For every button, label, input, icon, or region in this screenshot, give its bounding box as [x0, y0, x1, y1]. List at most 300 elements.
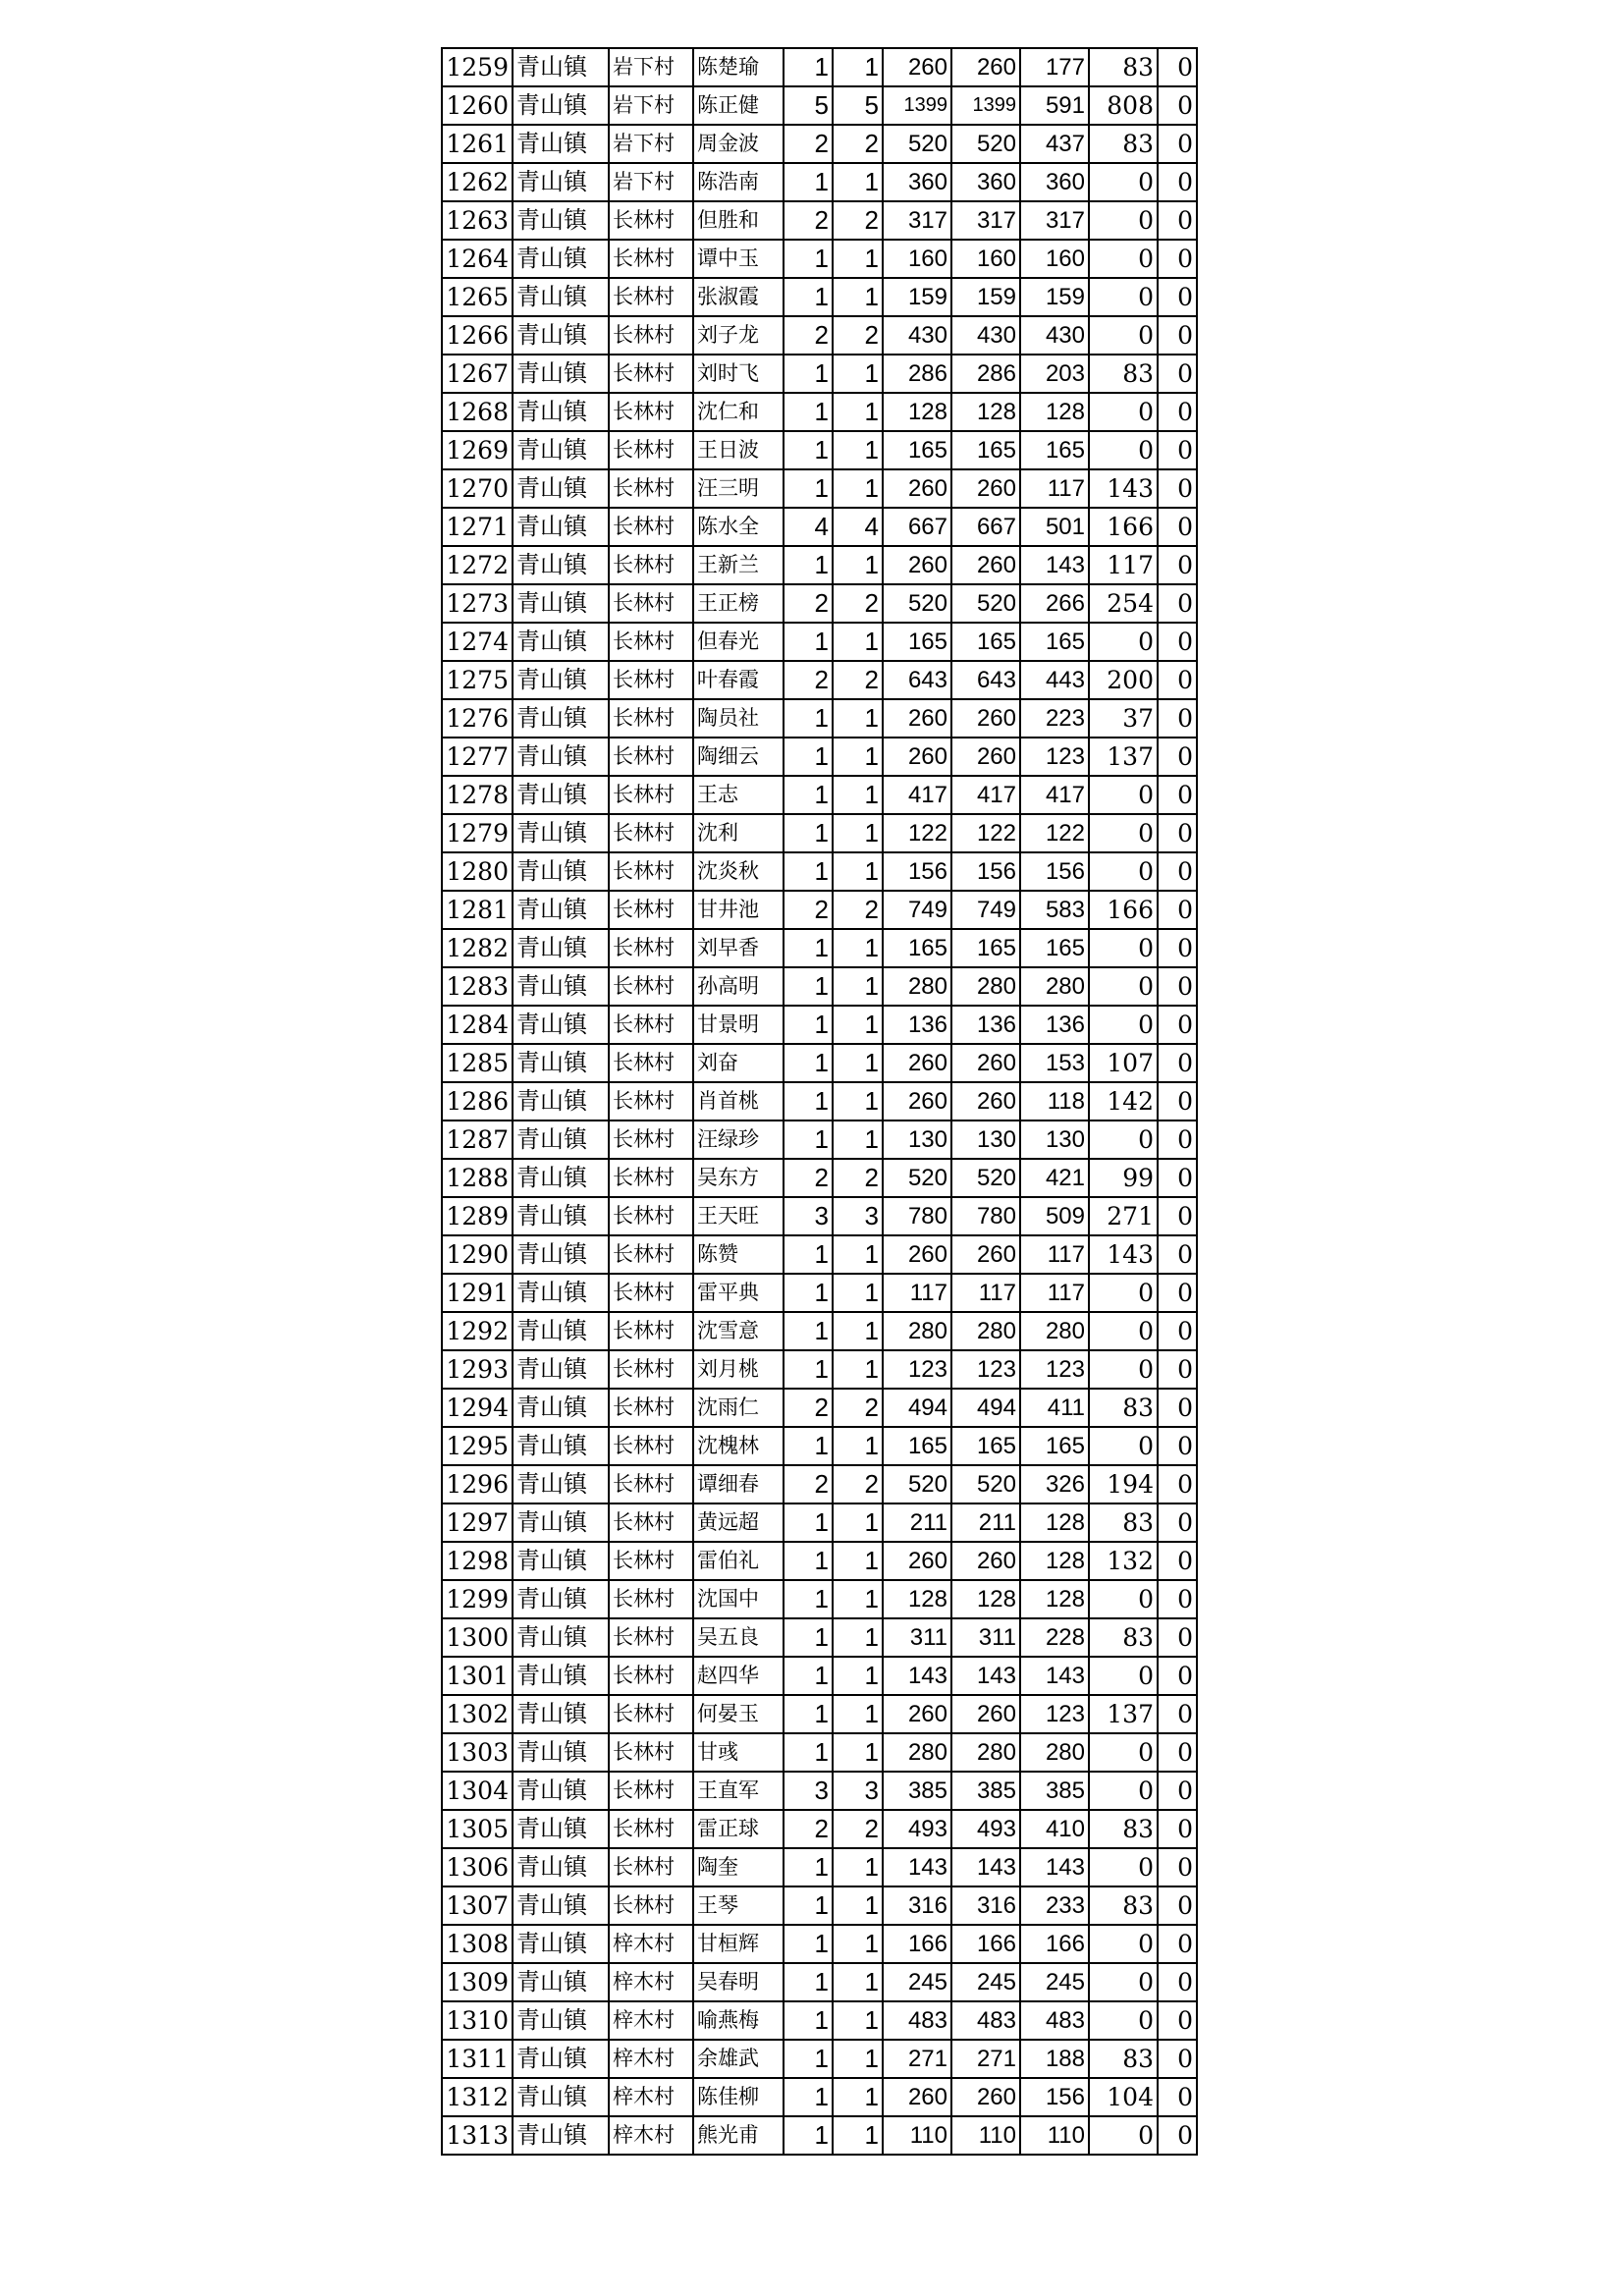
row-number-cell: 1290: [442, 1235, 513, 1274]
count-b-cell: 2: [833, 1810, 883, 1848]
count-a-cell: 2: [784, 1465, 833, 1503]
town-cell: 青山镇: [513, 316, 609, 355]
table-row: [442, 891, 1197, 929]
value-4-cell: 143: [1089, 1235, 1158, 1274]
value-2-cell: 165: [951, 431, 1020, 469]
person-name-cell: 甘景明: [693, 1006, 784, 1044]
value-4-cell: 0: [1089, 1657, 1158, 1695]
person-name-cell: 王新兰: [693, 546, 784, 584]
village-cell: 长林村: [609, 469, 693, 508]
value-3-cell: 128: [1020, 1580, 1089, 1618]
value-1-cell: 311: [883, 1618, 951, 1657]
table-row: [442, 1618, 1197, 1657]
count-b-cell: 3: [833, 1197, 883, 1235]
town-cell: 青山镇: [513, 1695, 609, 1733]
value-1-cell: 260: [883, 1235, 951, 1274]
value-5-cell: 0: [1158, 776, 1197, 814]
value-3-cell: 117: [1020, 469, 1089, 508]
town-cell: 青山镇: [513, 967, 609, 1006]
value-4-cell: 0: [1089, 776, 1158, 814]
town-cell: 青山镇: [513, 431, 609, 469]
count-b-cell: 1: [833, 1121, 883, 1159]
value-4-cell: 104: [1089, 2078, 1158, 2116]
value-2-cell: 165: [951, 929, 1020, 967]
value-4-cell: 194: [1089, 1465, 1158, 1503]
person-name-cell: 王天旺: [693, 1197, 784, 1235]
person-name-cell: 王琴: [693, 1886, 784, 1925]
count-a-cell: 2: [784, 1389, 833, 1427]
value-3-cell: 123: [1020, 1695, 1089, 1733]
value-1-cell: 260: [883, 1542, 951, 1580]
value-3-cell: 437: [1020, 125, 1089, 163]
count-a-cell: 1: [784, 852, 833, 891]
value-5-cell: 0: [1158, 1006, 1197, 1044]
value-5-cell: 0: [1158, 661, 1197, 699]
value-2-cell: 166: [951, 1925, 1020, 1963]
value-3-cell: 223: [1020, 699, 1089, 738]
count-a-cell: 1: [784, 469, 833, 508]
person-name-cell: 甘彧: [693, 1733, 784, 1772]
value-2-cell: 493: [951, 1810, 1020, 1848]
value-2-cell: 260: [951, 1695, 1020, 1733]
value-3-cell: 123: [1020, 1350, 1089, 1389]
table-row: [442, 1274, 1197, 1312]
person-name-cell: 喻燕梅: [693, 2001, 784, 2040]
value-5-cell: 0: [1158, 1848, 1197, 1886]
value-1-cell: 128: [883, 393, 951, 431]
town-cell: 青山镇: [513, 852, 609, 891]
value-5-cell: 0: [1158, 699, 1197, 738]
count-a-cell: 1: [784, 738, 833, 776]
value-1-cell: 493: [883, 1810, 951, 1848]
village-cell: 长林村: [609, 814, 693, 852]
value-5-cell: 0: [1158, 2001, 1197, 2040]
value-4-cell: 0: [1089, 967, 1158, 1006]
person-name-cell: 刘子龙: [693, 316, 784, 355]
value-1-cell: 749: [883, 891, 951, 929]
value-1-cell: 494: [883, 1389, 951, 1427]
value-4-cell: 83: [1089, 1618, 1158, 1657]
row-number-cell: 1267: [442, 355, 513, 393]
table-row: [442, 852, 1197, 891]
town-cell: 青山镇: [513, 776, 609, 814]
value-5-cell: 0: [1158, 738, 1197, 776]
row-number-cell: 1288: [442, 1159, 513, 1197]
value-2-cell: 417: [951, 776, 1020, 814]
table-row: [442, 1159, 1197, 1197]
value-5-cell: 0: [1158, 1389, 1197, 1427]
table-row: [442, 1350, 1197, 1389]
count-b-cell: 2: [833, 1465, 883, 1503]
value-5-cell: 0: [1158, 1503, 1197, 1542]
count-b-cell: 1: [833, 1733, 883, 1772]
row-number-cell: 1304: [442, 1772, 513, 1810]
value-3-cell: 233: [1020, 1886, 1089, 1925]
person-name-cell: 周金波: [693, 125, 784, 163]
value-5-cell: 0: [1158, 1197, 1197, 1235]
row-number-cell: 1269: [442, 431, 513, 469]
table-row: [442, 278, 1197, 316]
town-cell: 青山镇: [513, 1274, 609, 1312]
value-2-cell: 260: [951, 546, 1020, 584]
person-name-cell: 但胜和: [693, 201, 784, 240]
value-3-cell: 245: [1020, 1963, 1089, 2001]
village-cell: 长林村: [609, 1542, 693, 1580]
row-number-cell: 1302: [442, 1695, 513, 1733]
value-4-cell: 137: [1089, 738, 1158, 776]
town-cell: 青山镇: [513, 86, 609, 125]
value-1-cell: 520: [883, 1465, 951, 1503]
count-a-cell: 2: [784, 661, 833, 699]
table-row: [442, 86, 1197, 125]
value-4-cell: 0: [1089, 2001, 1158, 2040]
value-1-cell: 260: [883, 1695, 951, 1733]
count-a-cell: 1: [784, 1082, 833, 1121]
value-3-cell: 165: [1020, 1427, 1089, 1465]
value-1-cell: 159: [883, 278, 951, 316]
person-name-cell: 沈利: [693, 814, 784, 852]
count-a-cell: 1: [784, 2078, 833, 2116]
village-cell: 长林村: [609, 1235, 693, 1274]
town-cell: 青山镇: [513, 469, 609, 508]
value-1-cell: 483: [883, 2001, 951, 2040]
table-row: [442, 1235, 1197, 1274]
value-2-cell: 143: [951, 1848, 1020, 1886]
table-row: [442, 393, 1197, 431]
row-number-cell: 1272: [442, 546, 513, 584]
value-4-cell: 0: [1089, 1312, 1158, 1350]
row-number-cell: 1263: [442, 201, 513, 240]
count-a-cell: 2: [784, 1810, 833, 1848]
village-cell: 长林村: [609, 584, 693, 623]
value-2-cell: 483: [951, 2001, 1020, 2040]
value-2-cell: 520: [951, 1465, 1020, 1503]
town-cell: 青山镇: [513, 1542, 609, 1580]
value-5-cell: 0: [1158, 814, 1197, 852]
village-cell: 长林村: [609, 1772, 693, 1810]
count-a-cell: 1: [784, 1580, 833, 1618]
village-cell: 长林村: [609, 1159, 693, 1197]
value-3-cell: 156: [1020, 852, 1089, 891]
value-2-cell: 128: [951, 393, 1020, 431]
row-number-cell: 1279: [442, 814, 513, 852]
person-name-cell: 张淑霞: [693, 278, 784, 316]
table-row: [442, 814, 1197, 852]
value-1-cell: 110: [883, 2116, 951, 2155]
count-b-cell: 1: [833, 431, 883, 469]
value-3-cell: 128: [1020, 393, 1089, 431]
value-4-cell: 0: [1089, 1274, 1158, 1312]
town-cell: 青山镇: [513, 508, 609, 546]
value-4-cell: 143: [1089, 469, 1158, 508]
row-number-cell: 1303: [442, 1733, 513, 1772]
count-b-cell: 1: [833, 1006, 883, 1044]
count-a-cell: 1: [784, 240, 833, 278]
value-2-cell: 159: [951, 278, 1020, 316]
value-3-cell: 411: [1020, 1389, 1089, 1427]
row-number-cell: 1299: [442, 1580, 513, 1618]
town-cell: 青山镇: [513, 1197, 609, 1235]
person-name-cell: 沈仁和: [693, 393, 784, 431]
village-cell: 长林村: [609, 1312, 693, 1350]
value-1-cell: 430: [883, 316, 951, 355]
row-number-cell: 1296: [442, 1465, 513, 1503]
person-name-cell: 陶奎: [693, 1848, 784, 1886]
town-cell: 青山镇: [513, 1006, 609, 1044]
value-1-cell: 117: [883, 1274, 951, 1312]
person-name-cell: 沈雨仁: [693, 1389, 784, 1427]
count-a-cell: 1: [784, 1695, 833, 1733]
table-row: [442, 1197, 1197, 1235]
person-name-cell: 吴春明: [693, 1963, 784, 2001]
table-row: [442, 316, 1197, 355]
value-5-cell: 0: [1158, 2078, 1197, 2116]
count-b-cell: 1: [833, 1618, 883, 1657]
value-3-cell: 117: [1020, 1274, 1089, 1312]
village-cell: 长林村: [609, 699, 693, 738]
count-b-cell: 1: [833, 1848, 883, 1886]
row-number-cell: 1261: [442, 125, 513, 163]
value-2-cell: 520: [951, 584, 1020, 623]
table-row: [442, 201, 1197, 240]
count-b-cell: 2: [833, 125, 883, 163]
value-4-cell: 107: [1089, 1044, 1158, 1082]
value-4-cell: 271: [1089, 1197, 1158, 1235]
count-a-cell: 1: [784, 1274, 833, 1312]
value-4-cell: 0: [1089, 201, 1158, 240]
value-3-cell: 430: [1020, 316, 1089, 355]
value-5-cell: 0: [1158, 1963, 1197, 2001]
value-4-cell: 0: [1089, 316, 1158, 355]
value-4-cell: 83: [1089, 1886, 1158, 1925]
town-cell: 青山镇: [513, 1427, 609, 1465]
person-name-cell: 王正榜: [693, 584, 784, 623]
value-3-cell: 156: [1020, 2078, 1089, 2116]
table-row: [442, 1082, 1197, 1121]
town-cell: 青山镇: [513, 240, 609, 278]
value-3-cell: 165: [1020, 431, 1089, 469]
count-a-cell: 1: [784, 1006, 833, 1044]
row-number-cell: 1295: [442, 1427, 513, 1465]
table-row: [442, 2001, 1197, 2040]
village-cell: 梓木村: [609, 2001, 693, 2040]
value-1-cell: 316: [883, 1886, 951, 1925]
value-5-cell: 0: [1158, 1810, 1197, 1848]
value-5-cell: 0: [1158, 584, 1197, 623]
value-3-cell: 130: [1020, 1121, 1089, 1159]
value-1-cell: 360: [883, 163, 951, 201]
value-5-cell: 0: [1158, 1121, 1197, 1159]
value-1-cell: 280: [883, 967, 951, 1006]
person-name-cell: 吴东方: [693, 1159, 784, 1197]
value-1-cell: 385: [883, 1772, 951, 1810]
value-4-cell: 0: [1089, 1121, 1158, 1159]
value-1-cell: 260: [883, 546, 951, 584]
value-3-cell: 203: [1020, 355, 1089, 393]
table-row: [442, 48, 1197, 86]
count-a-cell: 1: [784, 1657, 833, 1695]
value-5-cell: 0: [1158, 355, 1197, 393]
person-name-cell: 刘奋: [693, 1044, 784, 1082]
value-2-cell: 128: [951, 1580, 1020, 1618]
value-3-cell: 317: [1020, 201, 1089, 240]
count-a-cell: 1: [784, 1427, 833, 1465]
row-number-cell: 1301: [442, 1657, 513, 1695]
table-row: [442, 1733, 1197, 1772]
table-row: [442, 1963, 1197, 2001]
value-5-cell: 0: [1158, 623, 1197, 661]
village-cell: 长林村: [609, 355, 693, 393]
value-1-cell: 643: [883, 661, 951, 699]
value-4-cell: 0: [1089, 1848, 1158, 1886]
row-number-cell: 1281: [442, 891, 513, 929]
value-5-cell: 0: [1158, 967, 1197, 1006]
table-row: [442, 776, 1197, 814]
value-4-cell: 0: [1089, 1427, 1158, 1465]
village-cell: 长林村: [609, 1044, 693, 1082]
value-5-cell: 0: [1158, 852, 1197, 891]
row-number-cell: 1286: [442, 1082, 513, 1121]
value-2-cell: 260: [951, 1044, 1020, 1082]
value-2-cell: 136: [951, 1006, 1020, 1044]
value-4-cell: 99: [1089, 1159, 1158, 1197]
row-number-cell: 1283: [442, 967, 513, 1006]
value-2-cell: 749: [951, 891, 1020, 929]
table-row: [442, 1772, 1197, 1810]
village-cell: 长林村: [609, 1197, 693, 1235]
town-cell: 青山镇: [513, 278, 609, 316]
row-number-cell: 1291: [442, 1274, 513, 1312]
value-4-cell: 0: [1089, 1963, 1158, 2001]
village-cell: 岩下村: [609, 86, 693, 125]
town-cell: 青山镇: [513, 201, 609, 240]
table-row: [442, 699, 1197, 738]
value-1-cell: 260: [883, 1044, 951, 1082]
town-cell: 青山镇: [513, 1044, 609, 1082]
value-2-cell: 260: [951, 48, 1020, 86]
count-b-cell: 1: [833, 1503, 883, 1542]
value-4-cell: 166: [1089, 508, 1158, 546]
town-cell: 青山镇: [513, 2116, 609, 2155]
village-cell: 梓木村: [609, 1963, 693, 2001]
records-table-body: [442, 48, 1197, 2155]
person-name-cell: 刘时飞: [693, 355, 784, 393]
town-cell: 青山镇: [513, 1235, 609, 1274]
count-a-cell: 1: [784, 1121, 833, 1159]
count-b-cell: 1: [833, 546, 883, 584]
count-b-cell: 1: [833, 967, 883, 1006]
value-4-cell: 0: [1089, 852, 1158, 891]
row-number-cell: 1300: [442, 1618, 513, 1657]
value-1-cell: 520: [883, 125, 951, 163]
value-5-cell: 0: [1158, 1925, 1197, 1963]
village-cell: 长林村: [609, 1886, 693, 1925]
value-5-cell: 0: [1158, 48, 1197, 86]
row-number-cell: 1265: [442, 278, 513, 316]
value-2-cell: 280: [951, 1733, 1020, 1772]
count-a-cell: 1: [784, 1886, 833, 1925]
person-name-cell: 何晏玉: [693, 1695, 784, 1733]
value-1-cell: 165: [883, 929, 951, 967]
value-4-cell: 0: [1089, 278, 1158, 316]
value-2-cell: 1399: [951, 86, 1020, 125]
row-number-cell: 1310: [442, 2001, 513, 2040]
count-a-cell: 2: [784, 1159, 833, 1197]
person-name-cell: 沈槐林: [693, 1427, 784, 1465]
value-2-cell: 780: [951, 1197, 1020, 1235]
row-number-cell: 1260: [442, 86, 513, 125]
value-5-cell: 0: [1158, 546, 1197, 584]
value-5-cell: 0: [1158, 469, 1197, 508]
value-5-cell: 0: [1158, 929, 1197, 967]
count-b-cell: 1: [833, 1695, 883, 1733]
count-a-cell: 1: [784, 431, 833, 469]
count-a-cell: 1: [784, 1963, 833, 2001]
count-b-cell: 5: [833, 86, 883, 125]
value-4-cell: 83: [1089, 2040, 1158, 2078]
value-2-cell: 494: [951, 1389, 1020, 1427]
count-b-cell: 1: [833, 163, 883, 201]
village-cell: 岩下村: [609, 48, 693, 86]
value-2-cell: 122: [951, 814, 1020, 852]
table-row: [442, 2078, 1197, 2116]
town-cell: 青山镇: [513, 48, 609, 86]
count-a-cell: 1: [784, 1350, 833, 1389]
value-5-cell: 0: [1158, 278, 1197, 316]
value-4-cell: 0: [1089, 431, 1158, 469]
value-4-cell: 117: [1089, 546, 1158, 584]
person-name-cell: 甘井池: [693, 891, 784, 929]
table-row: [442, 1886, 1197, 1925]
value-4-cell: 83: [1089, 1503, 1158, 1542]
town-cell: 青山镇: [513, 1159, 609, 1197]
count-a-cell: 1: [784, 1848, 833, 1886]
value-3-cell: 118: [1020, 1082, 1089, 1121]
person-name-cell: 陈佳柳: [693, 2078, 784, 2116]
value-2-cell: 286: [951, 355, 1020, 393]
value-2-cell: 430: [951, 316, 1020, 355]
table-row: [442, 469, 1197, 508]
value-4-cell: 0: [1089, 240, 1158, 278]
value-5-cell: 0: [1158, 316, 1197, 355]
table-row: [442, 355, 1197, 393]
count-b-cell: 1: [833, 623, 883, 661]
value-5-cell: 0: [1158, 1082, 1197, 1121]
person-name-cell: 王志: [693, 776, 784, 814]
value-2-cell: 643: [951, 661, 1020, 699]
count-a-cell: 1: [784, 546, 833, 584]
value-5-cell: 0: [1158, 1733, 1197, 1772]
table-row: [442, 738, 1197, 776]
person-name-cell: 刘月桃: [693, 1350, 784, 1389]
town-cell: 青山镇: [513, 125, 609, 163]
value-1-cell: 286: [883, 355, 951, 393]
count-a-cell: 4: [784, 508, 833, 546]
value-5-cell: 0: [1158, 1886, 1197, 1925]
value-1-cell: 260: [883, 2078, 951, 2116]
value-1-cell: 128: [883, 1580, 951, 1618]
value-3-cell: 583: [1020, 891, 1089, 929]
town-cell: 青山镇: [513, 623, 609, 661]
table-row: [442, 1503, 1197, 1542]
value-3-cell: 159: [1020, 278, 1089, 316]
person-name-cell: 熊光甫: [693, 2116, 784, 2155]
value-3-cell: 122: [1020, 814, 1089, 852]
town-cell: 青山镇: [513, 1810, 609, 1848]
table-row: [442, 1006, 1197, 1044]
value-4-cell: 83: [1089, 48, 1158, 86]
table-row: [442, 1848, 1197, 1886]
